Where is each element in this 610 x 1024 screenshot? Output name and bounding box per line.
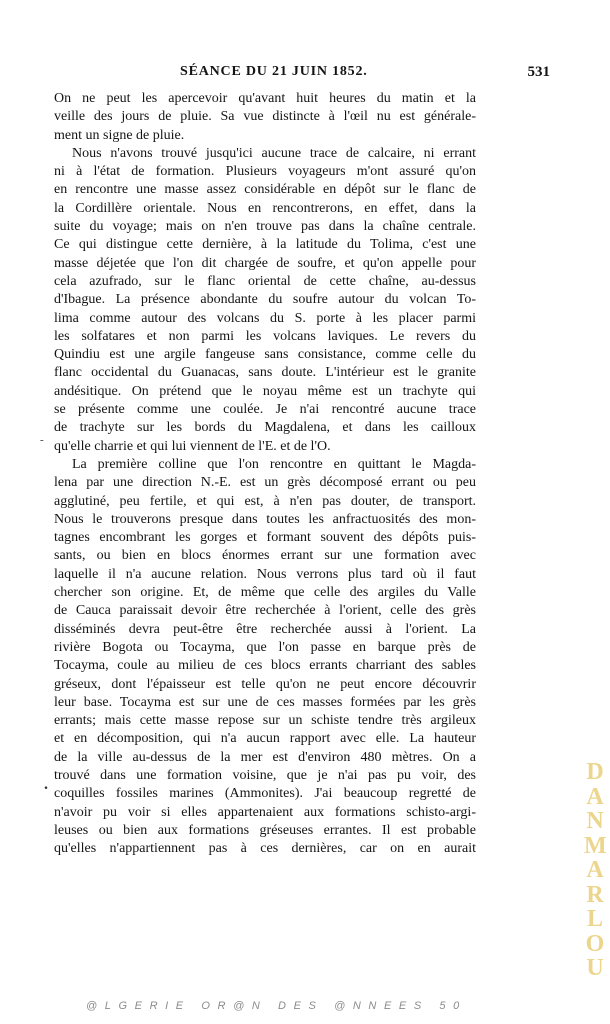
text-line: chercher son origine. Et, de même que celle des argiles du Valle bbox=[54, 585, 476, 601]
text-line: On ne peut les apercevoir qu'avant huit heures du matin et la bbox=[54, 91, 476, 106]
text-line: laquelle il n'a aucune relation. Nous verrons plus tard où il faut bbox=[54, 566, 476, 582]
text-line: andésitique. On prétend que le noyau même est un trachyte qui bbox=[54, 383, 476, 399]
text-line: agglutiné, peu fertile, et qui est, à n'en pas douter, de transport. bbox=[54, 493, 476, 509]
text-line: gréseux, dont l'épaisseur est telle qu'on ne peut encore découvrir bbox=[54, 676, 476, 692]
text-line: errants; mais cette masse repose sur un schiste tendre très argileux bbox=[54, 713, 476, 729]
text-line: de Cauca paraissait devoir être recherchée à l'orient, celle des grès bbox=[54, 603, 476, 619]
paragraph-start-line: La première colline que l'on rencontre en quittant le Magda- bbox=[72, 456, 476, 472]
margin-dash-mark: - bbox=[40, 434, 44, 446]
text-line: coquilles fossiles marines (Ammonites). J'ai beaucoup regretté de bbox=[54, 786, 476, 802]
text-line: leuses ou bien aux formations gréseuses errantes. Il est probable bbox=[54, 822, 476, 838]
text-line: cela azufrado, sur le flanc oriental de cette chaîne, au-dessus bbox=[54, 273, 476, 289]
text-line: ni à l'état de formation. Plusieurs voyageurs m'ont assuré qu'on bbox=[54, 164, 476, 180]
text-line: de la ville au-dessus de la mer est d'environ 480 mètres. On a bbox=[54, 749, 476, 765]
body-text bbox=[54, 90, 476, 858]
text-line: disséminés devra peut-être être recherchée aussi à l'orient. La bbox=[54, 621, 476, 637]
text-line: d'Ibague. La présence abondante du soufre autour du volcan To- bbox=[54, 292, 476, 308]
text-line: leur base. Tocayma est sur une de ces masses formées par les grès bbox=[54, 694, 476, 710]
text-line: n'avoir pu voir si elles appartenaient aux formations schisto-argi- bbox=[54, 804, 476, 820]
margin-dot-mark: . bbox=[44, 776, 48, 793]
text-line: Quindiu est une argile fangeuse sans consistance, comme celle du bbox=[54, 347, 476, 363]
text-line: lena par une direction N.-E. est un grès décomposé errant ou peu bbox=[54, 475, 476, 491]
running-title: SÉANCE DU 21 JUIN 1852. bbox=[180, 64, 368, 79]
text-line: ment un signe de pluie. bbox=[54, 127, 185, 143]
text-line: masse déjetée que l'on dit chargée de soufre, et qu'on appelle pour bbox=[54, 255, 476, 271]
vertical-watermark: DANMARLOU bbox=[584, 759, 607, 981]
text-line: et en décomposition, qui n'a aucun rapport avec elle. La hauteur bbox=[54, 731, 476, 747]
text-line: suite du voyage; mais on n'en trouve pas dans la chaîne centrale. bbox=[54, 219, 476, 235]
text-line: Ce qui distingue cette dernière, à la latitude du Tolima, c'est une bbox=[54, 237, 476, 253]
page-number: 531 bbox=[527, 64, 550, 80]
text-line: flanc occidental du Guanacas, sans doute. L'intérieur est le granite bbox=[54, 365, 476, 381]
text-line: trouvé dans une formation voisine, que je n'ai pas pu voir, des bbox=[54, 767, 476, 783]
text-line: les solfatares et non parmi les volcans laviques. Le revers du bbox=[54, 328, 476, 344]
text-line: la Cordillère orientale. Nous en rencontrerons, en effet, dans la bbox=[54, 200, 476, 216]
text-line: qu'elle charrie et qui lui viennent de l'E. et de l'O. bbox=[54, 438, 331, 454]
footer-watermark: @LGERIE OR@N DES @NNEES 50 bbox=[86, 1000, 467, 1012]
text-line: de trachyte sur les bords du Magdalena, et dans les cailloux bbox=[54, 420, 476, 436]
running-head bbox=[180, 64, 550, 84]
text-line: qu'elles n'appartiennent pas à ces dernières, car on en aurait bbox=[54, 841, 476, 857]
text-line: lima comme autour des volcans du S. porte à les placer parmi bbox=[54, 310, 476, 326]
text-line: se présente comme une coulée. Je n'ai rencontré aucune trace bbox=[54, 402, 476, 418]
text-line: sants, ou bien en blocs énormes errant sur une formation avec bbox=[54, 548, 476, 564]
paragraph-start-line: Nous n'avons trouvé jusqu'ici aucune trace de calcaire, ni errant bbox=[72, 145, 476, 161]
text-line: Tocayma, coule au milieu de ces blocs errants charriant des sables bbox=[54, 658, 476, 674]
text-line: tagnes encombrant les gorges et formant souvent des dépôts puis- bbox=[54, 530, 476, 546]
text-line: en rencontre une masse assez considérable en dépôt sur le flanc de bbox=[54, 182, 476, 198]
text-line: Nous le trouverons presque dans toutes les anfractuosités des mon- bbox=[54, 511, 476, 527]
text-line: veille des jours de pluie. Sa vue distincte à l'œil nu est générale- bbox=[54, 109, 476, 125]
text-line: rivière Bogota ou Tocayma, que l'on passe en barque près de bbox=[54, 639, 476, 655]
